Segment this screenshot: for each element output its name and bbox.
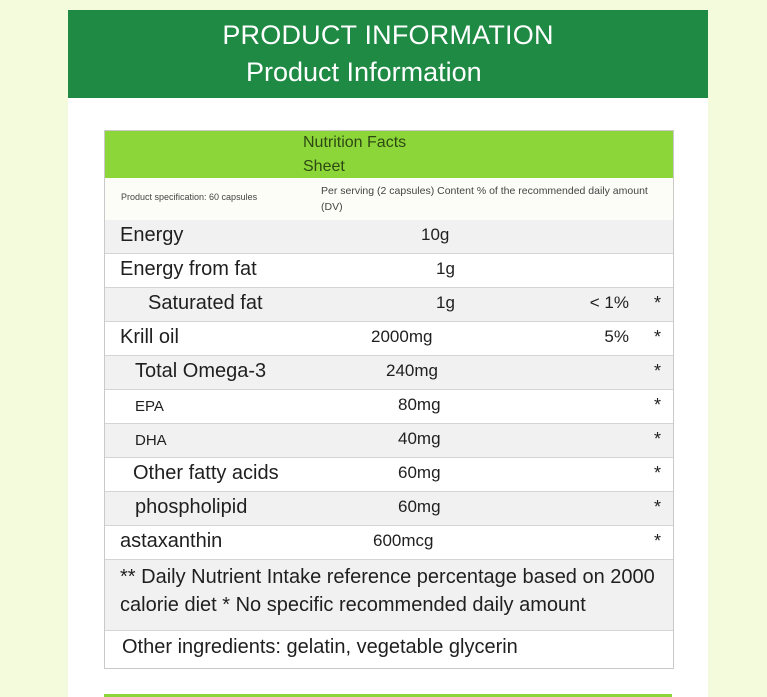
table-row xyxy=(105,458,673,492)
per-serving-label: Per serving (2 capsules) Content % of the recommended daily amount (DV) xyxy=(321,185,648,213)
nutrient-amount: 10g xyxy=(421,225,450,244)
footnote-marker: * xyxy=(653,395,661,415)
nutrient-name: Saturated fat xyxy=(148,292,263,314)
footnote-text: ** Daily Nutrient Intake reference percentage based on 2000 calorie diet * No specific recommended daily amount xyxy=(120,566,655,616)
footnote-marker: * xyxy=(653,463,661,483)
nutrient-name: astaxanthin xyxy=(120,530,223,552)
nutrient-name: DHA xyxy=(135,432,167,449)
daily-value-percent: 5% xyxy=(604,327,629,346)
footnote-marker: * xyxy=(653,531,661,551)
nutrient-amount: 60mg xyxy=(398,497,441,516)
table-row xyxy=(105,356,673,390)
nutrient-amount: 80mg xyxy=(398,395,441,414)
table-row xyxy=(105,390,673,424)
table-row xyxy=(105,220,673,254)
table-row xyxy=(105,288,673,322)
nutrient-amount: 40mg xyxy=(398,429,441,448)
nutrient-amount: 60mg xyxy=(398,463,441,482)
table-row xyxy=(105,492,673,526)
table-heading-line1: Nutrition Facts xyxy=(303,134,407,151)
nutrient-amount: 240mg xyxy=(386,361,438,380)
product-specification: Product specification: 60 capsules xyxy=(121,192,258,202)
footnote-marker: * xyxy=(653,327,661,347)
nutrient-name: Energy xyxy=(120,224,184,246)
footnote-marker: * xyxy=(653,497,661,517)
table-row xyxy=(105,424,673,458)
nutrition-facts-table xyxy=(104,130,674,669)
footnote-marker: * xyxy=(653,293,661,313)
table-heading-line2: Sheet xyxy=(303,158,345,175)
daily-value-percent: < 1% xyxy=(589,293,629,312)
other-ingredients: Other ingredients: gelatin, vegetable glycerin xyxy=(122,636,518,658)
daily-intake-footnote xyxy=(105,560,673,631)
nutrient-amount: 1g xyxy=(436,259,455,278)
product-info-panel xyxy=(68,10,708,697)
table-row xyxy=(105,322,673,356)
nutrient-amount: 2000mg xyxy=(371,327,433,346)
nutrient-amount: 1g xyxy=(436,293,455,312)
nutrient-amount: 600mcg xyxy=(373,531,434,550)
nutrient-name: EPA xyxy=(135,398,164,415)
nutrient-name: Other fatty acids xyxy=(133,462,279,484)
footnote-marker: * xyxy=(653,361,661,381)
header-banner xyxy=(68,10,708,98)
nutrient-name: phospholipid xyxy=(135,496,248,518)
table-heading xyxy=(105,131,673,178)
page-title-upper: PRODUCT INFORMATION xyxy=(222,20,554,50)
page-title: Product Information xyxy=(246,57,482,87)
nutrient-name: Energy from fat xyxy=(120,258,257,280)
table-row xyxy=(105,526,673,560)
nutrient-name: Total Omega-3 xyxy=(135,360,267,382)
table-subheading xyxy=(105,178,673,221)
table-row xyxy=(105,254,673,288)
footnote-marker: * xyxy=(653,429,661,449)
nutrient-name: Krill oil xyxy=(120,326,179,348)
